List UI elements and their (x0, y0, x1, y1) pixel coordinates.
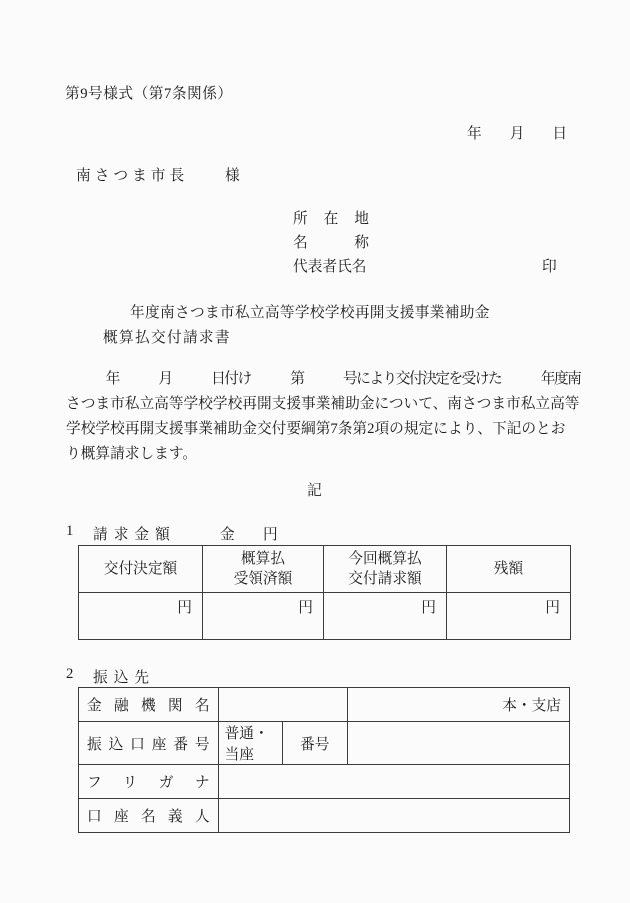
account-holder-label: 口座名義人 (79, 799, 219, 833)
body-paragraph (66, 367, 606, 467)
header-current-claim: 今回概算払 交付請求額 (324, 546, 447, 593)
header-grant-decision-amount: 交付決定額 (79, 546, 203, 593)
addressee-honorific: 様 (225, 168, 240, 184)
header-balance: 残額 (447, 546, 571, 593)
addressee-name: 南さつま市長 (76, 168, 189, 184)
header-provisional-received: 概算払 受領済額 (203, 546, 324, 593)
furigana-label: フリガナ (79, 765, 219, 799)
current-claim-cell: 円 (324, 593, 447, 640)
provisional-received-cell: 円 (203, 593, 324, 640)
document-title-line2: 概算払交付請求書 (103, 330, 231, 346)
body-line: り概算請求します。 (66, 446, 198, 462)
financial-institution-row (79, 688, 570, 722)
body-line: さつま市私立高等学校学校再開支援事業補助金について、南さつま市私立高等 (66, 396, 580, 412)
date-month-label: 月 (509, 126, 525, 142)
sender-address-row (293, 207, 369, 231)
date-year-label: 年 (467, 126, 482, 142)
grant-decision-amount-cell: 円 (79, 593, 203, 640)
section2-heading (0, 666, 630, 686)
account-number-label: 振込口座番号 (79, 722, 219, 765)
furigana-row (79, 765, 570, 799)
seal-mark: 印 (542, 259, 557, 275)
furigana-value-cell (218, 765, 569, 799)
sender-name-label: 名称 (293, 235, 369, 251)
account-holder-row (79, 799, 570, 833)
number-label: 番号 (283, 722, 347, 765)
sender-representative-label: 代表者氏名 (293, 259, 367, 275)
record-marker: 記 (307, 483, 323, 499)
sender-name-row (293, 231, 369, 255)
account-number-value-cell (347, 722, 569, 765)
sender-representative-row (293, 255, 369, 279)
body-line: 学校学校再開支援事業補助金交付要綱第7条第2項の規定により、下記のとお (66, 421, 566, 437)
section1-title: 請求金額 (93, 527, 176, 543)
addressee-line (76, 164, 240, 185)
financial-institution-label: 金融機関名 (79, 688, 219, 722)
account-holder-value-cell (218, 799, 569, 833)
date-day-label: 日 (552, 126, 568, 142)
claim-amount-header-row (79, 546, 571, 593)
claim-amount-value-row (79, 593, 571, 640)
currency-suffix: 円 (263, 527, 278, 543)
document-title-line1: 年度南さつま市私立高等学校学校再開支援事業補助金 (130, 305, 490, 321)
balance-cell: 円 (447, 593, 571, 640)
claim-amount-table (78, 545, 571, 640)
section1-number: 1 (66, 523, 74, 539)
account-type-label: 普通・当座 (218, 722, 282, 765)
form-number: 第9号様式（第7条関係） (65, 86, 233, 102)
sender-address-label: 所在地 (293, 211, 369, 227)
bank-transfer-table (78, 687, 570, 833)
date-line (467, 122, 567, 143)
body-line: 年 月 日付け 第 号により交付決定を受けた 年度南 (66, 371, 581, 387)
section1-heading (0, 523, 630, 543)
account-number-row (79, 722, 570, 765)
sender-block (293, 207, 369, 279)
section2-title: 振込先 (93, 670, 156, 686)
branch-label: 本・支店 (347, 688, 569, 722)
financial-institution-value-cell (218, 688, 347, 722)
section2-number: 2 (66, 666, 74, 682)
currency-prefix: 金 (220, 527, 235, 543)
